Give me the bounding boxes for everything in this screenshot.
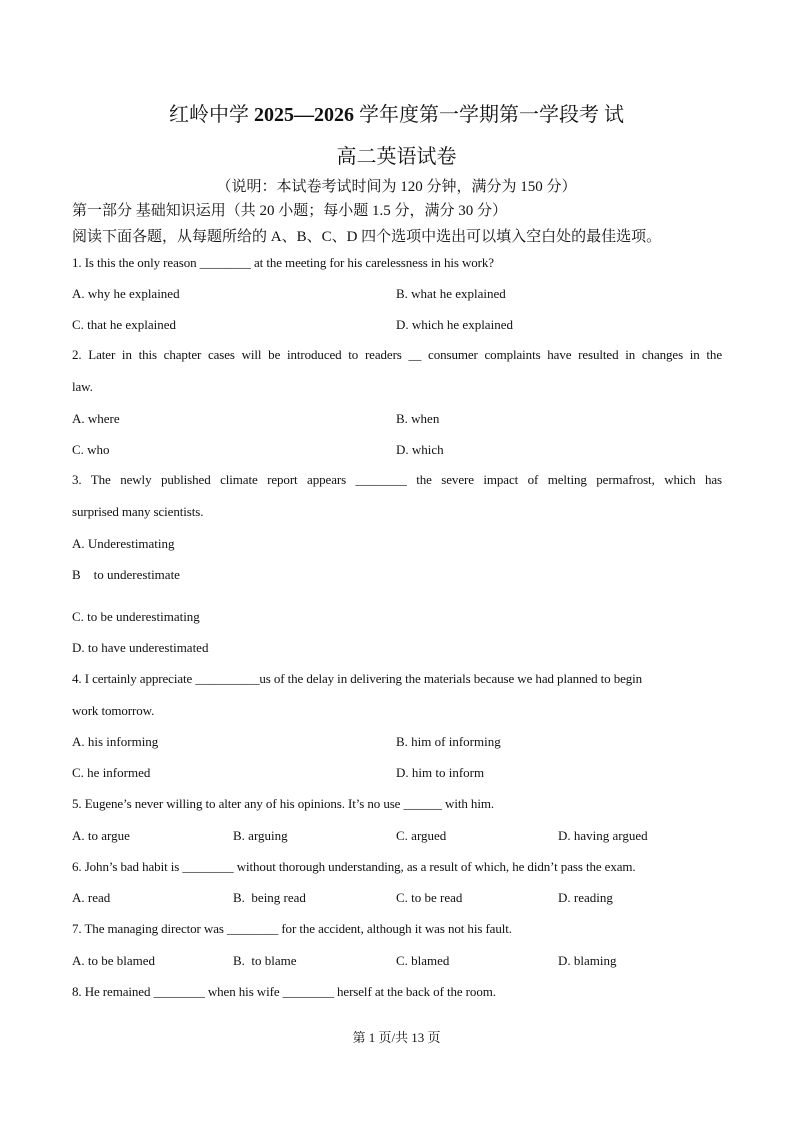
- exam-title-part2: 学年度第一学期第一学段考 试: [354, 104, 624, 126]
- question-7-option-b: B. to blame: [233, 953, 297, 968]
- exam-subtitle: 高二英语试卷: [336, 146, 457, 168]
- question-8-stem: 8. He remained ________ when his wife ________ herself at the back of the room.: [72, 984, 496, 999]
- question-3-option-b: B to underestimate: [72, 567, 180, 582]
- question-5-stem: 5. Eugene’s never willing to alter any of his opinions. It’s no use ______ with him.: [72, 796, 494, 811]
- question-4-stem-line2: work tomorrow.: [72, 703, 155, 718]
- question-3-stem-line1: 3. The newly published climate report appears ________ the severe impact of melting permafrost, which has: [72, 472, 722, 487]
- question-3-option-d: D. to have underestimated: [72, 640, 209, 655]
- page-number: 第 1 页/共 13 页: [352, 1030, 441, 1045]
- question-1-option-a: A. why he explained: [72, 286, 180, 301]
- question-1-option-d: D. which he explained: [396, 317, 513, 332]
- exam-title-part1: 红岭中学: [169, 104, 254, 126]
- question-4-option-b: B. him of informing: [396, 734, 501, 749]
- question-4-option-c: C. he informed: [72, 765, 151, 780]
- question-7-option-d: D. blaming: [558, 953, 617, 968]
- question-2-option-a: A. where: [72, 411, 120, 426]
- question-2-option-c: C. who: [72, 442, 110, 457]
- question-5-option-c: C. argued: [396, 828, 447, 843]
- question-5-option-a: A. to argue: [72, 828, 130, 843]
- question-2-option-d: D. which: [396, 442, 444, 457]
- exam-note: （说明：本试卷考试时间为 120 分钟，满分为 150 分）: [216, 179, 577, 195]
- question-7-option-a: A. to be blamed: [72, 953, 156, 968]
- question-7-option-c: C. blamed: [396, 953, 450, 968]
- question-2-option-b: B. when: [396, 411, 440, 426]
- question-6-option-a: A. read: [72, 890, 111, 905]
- question-3-option-c: C. to be underestimating: [72, 609, 200, 624]
- question-4-stem-line1: 4. I certainly appreciate __________us of the delay in delivering the materials because we had planned to begin: [72, 671, 643, 686]
- question-1-option-b: B. what he explained: [396, 286, 506, 301]
- exam-title-years: 2025—2026: [254, 104, 354, 126]
- section-title: 第一部分 基础知识运用（共 20 小题；每小题 1.5 分，满分 30 分）: [72, 203, 508, 219]
- section-instruction: 阅读下面各题，从每题所给的 A、B、C、D 四个选项中选出可以填入空白处的最佳选项。: [72, 229, 662, 245]
- question-7-stem: 7. The managing director was ________ for the accident, although it was not his fault.: [72, 921, 512, 936]
- question-2-stem-line2: law.: [72, 379, 93, 394]
- question-3-option-a: A. Underestimating: [72, 536, 175, 551]
- question-4-option-a: A. his informing: [72, 734, 159, 749]
- exam-title: [0, 98, 793, 127]
- question-6-option-d: D. reading: [558, 890, 613, 905]
- question-2-stem-line1: 2. Later in this chapter cases will be introduced to readers __ consumer complaints have resulted in changes in the: [72, 347, 722, 362]
- question-1-option-c: C. that he explained: [72, 317, 176, 332]
- question-6-option-b: B. being read: [233, 890, 306, 905]
- question-5-option-b: B. arguing: [233, 828, 288, 843]
- question-6-stem: 6. John’s bad habit is ________ without thorough understanding, as a result of which, he didn’t pass the exam.: [72, 859, 636, 874]
- question-4-option-d: D. him to inform: [396, 765, 485, 780]
- question-6-option-c: C. to be read: [396, 890, 463, 905]
- question-3-stem-line2: surprised many scientists.: [72, 504, 204, 519]
- question-5-option-d: D. having argued: [558, 828, 648, 843]
- question-1-stem: 1. Is this the only reason ________ at the meeting for his carelessness in his work?: [72, 255, 494, 270]
